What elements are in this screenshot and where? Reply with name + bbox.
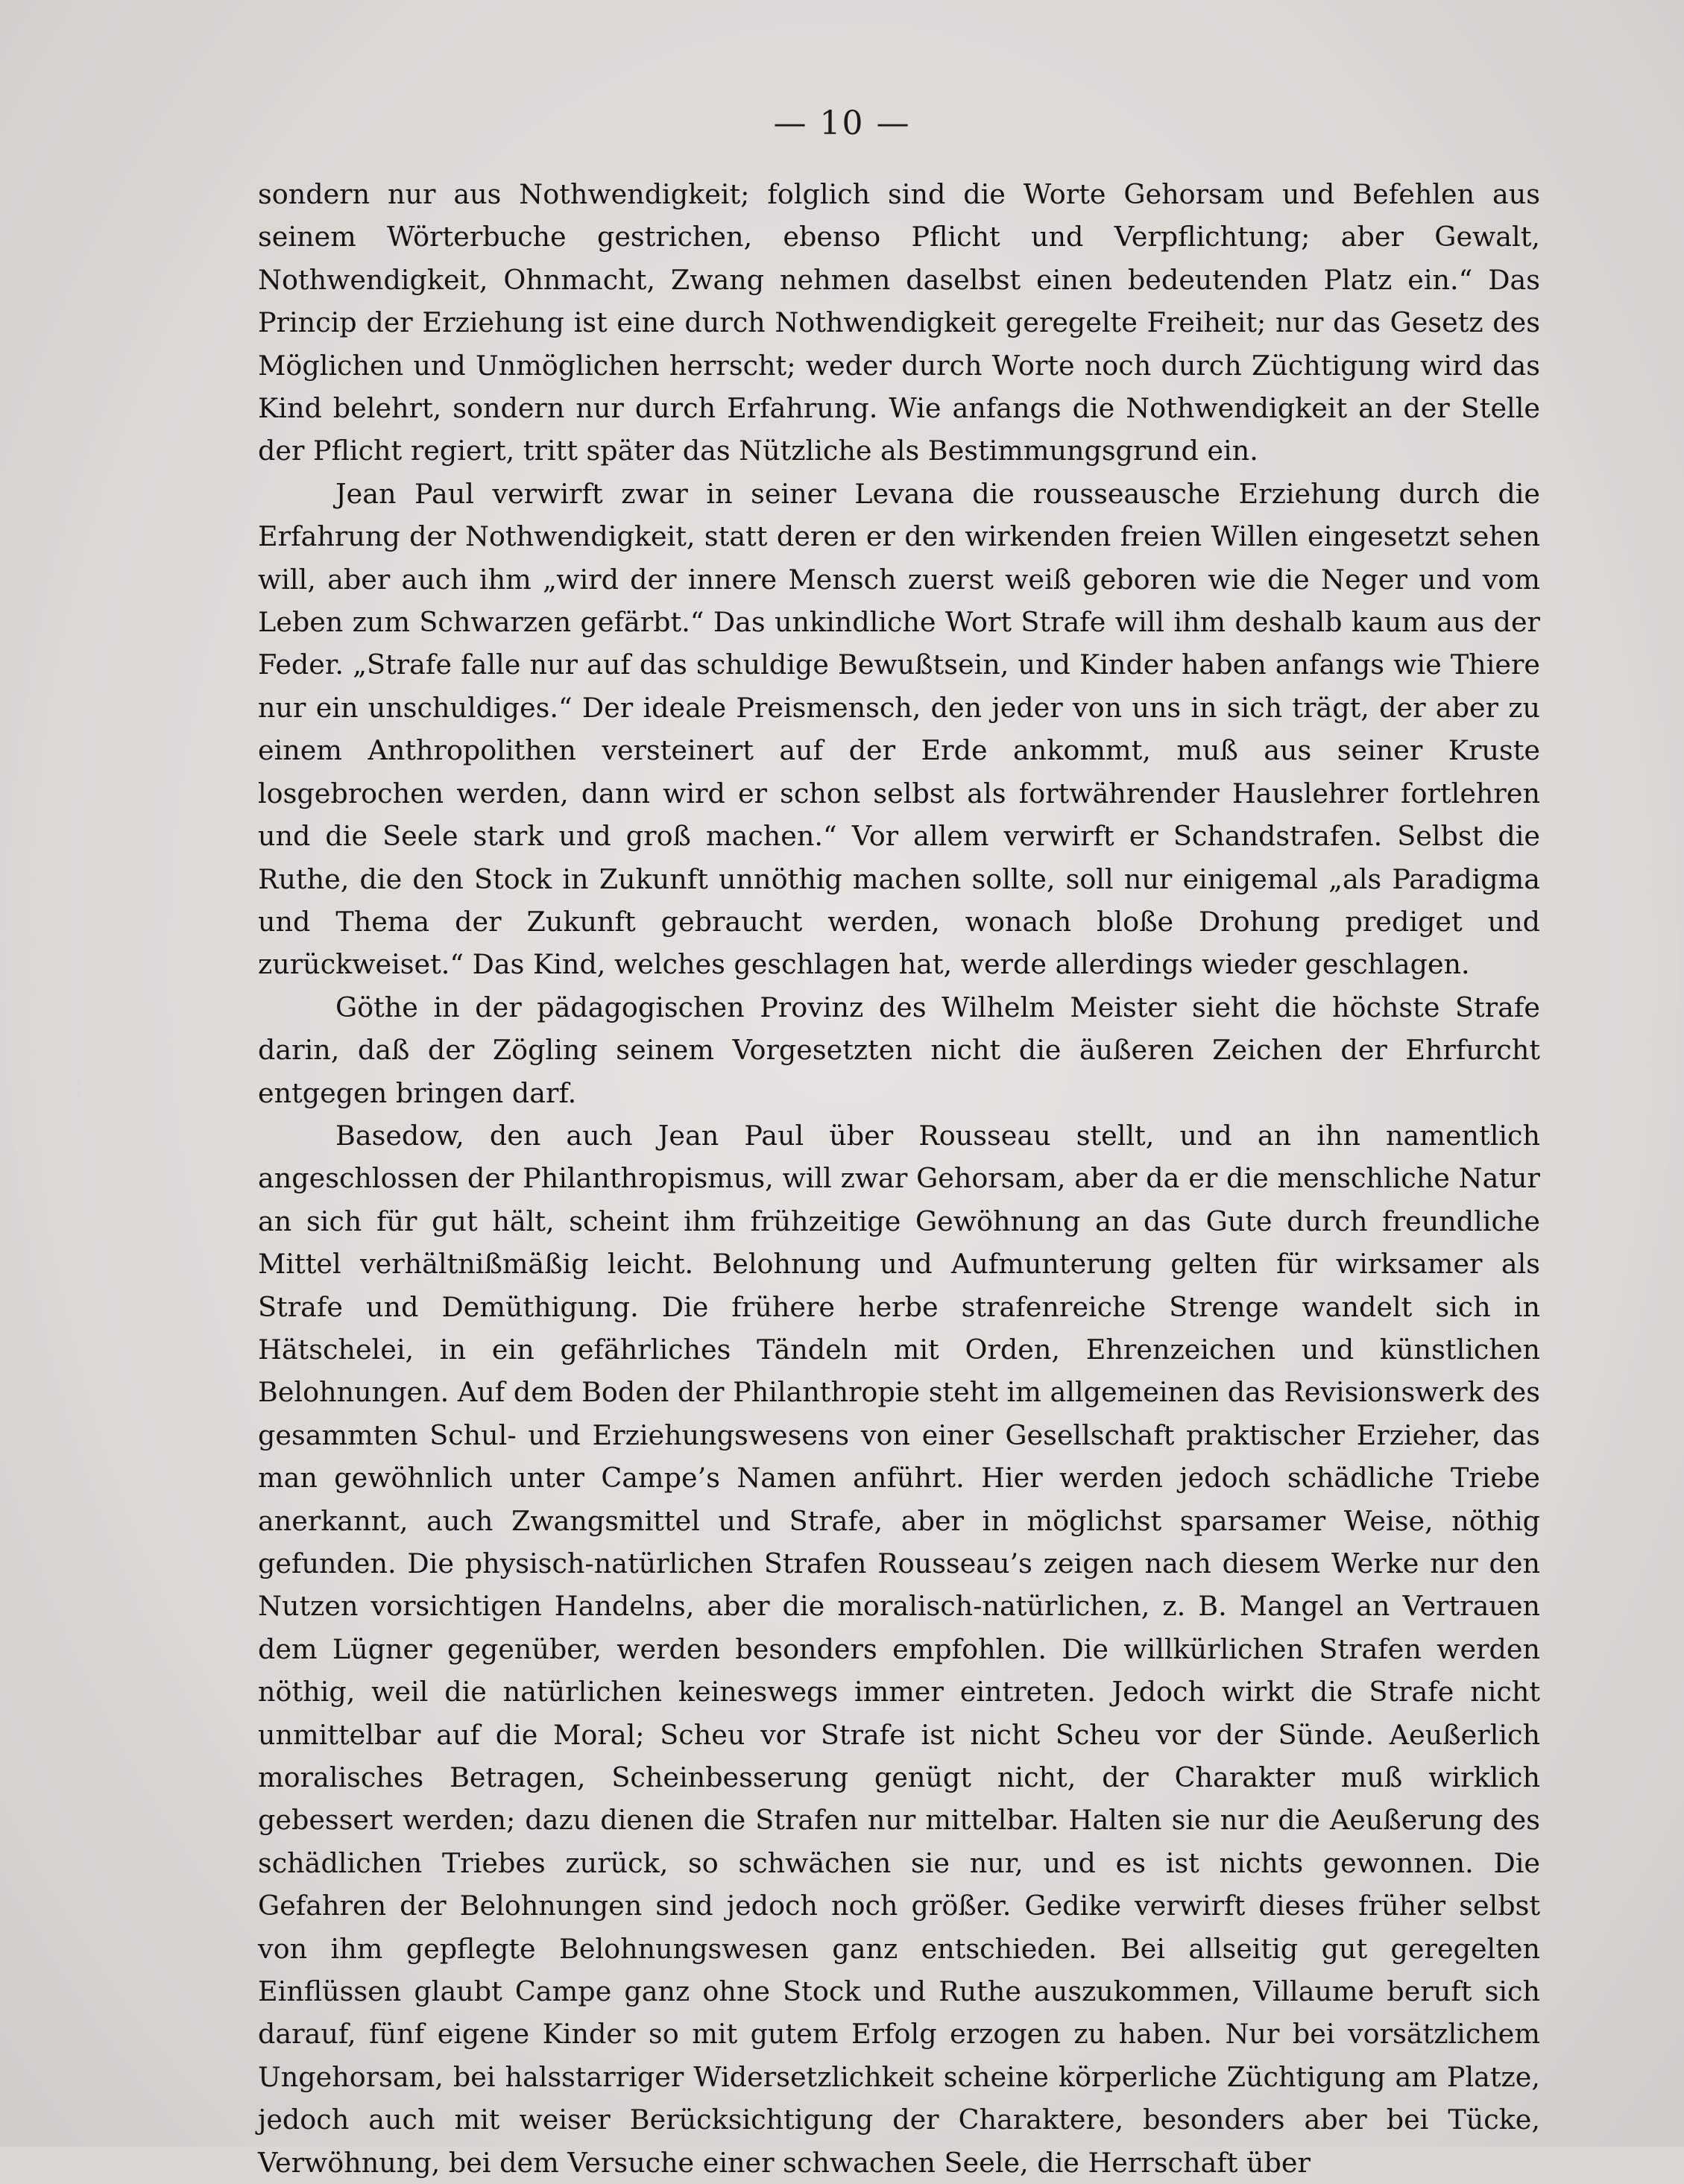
body-text bbox=[258, 173, 1540, 2184]
paragraph-4: Basedow, den auch Jean Paul über Rousseau stellt, und an ihn namentlich angeschlossen der Philanthropismus, will zwar Gehorsam, aber da er die menschliche Natur an sich für gut hält, scheint ihm frühzeitige Gewöhnung an das Gute durch freundliche Mittel verhältnißmäßig leicht. Belohnung und Aufmunterung gelten für wirksamer als Strafe und Demüthigung. Die frühere herbe strafenreiche Strenge wandelt sich in Hätschelei, in ein gefährliches Tändeln mit Orden, Ehrenzeichen und künstlichen Belohnungen. Auf dem Boden der Philanthropie steht im allgemeinen das Revisionswerk des gesammten Schul- und Erziehungswesens von einer Gesellschaft praktischer Erzieher, das man gewöhnlich unter Campe’s Namen anführt. Hier werden jedoch schädliche Triebe anerkannt, auch Zwangsmittel und Strafe, aber in möglichst sparsamer Weise, nöthig gefunden. Die physisch-natürlichen Strafen Rousseau’s zeigen nach diesem Werke nur den Nutzen vorsichtigen Handelns, aber die moralisch-natürlichen, z. B. Mangel an Vertrauen dem Lügner gegenüber, werden besonders empfohlen. Die willkürlichen Strafen werden nöthig, weil die natürlichen keineswegs immer eintreten. Jedoch wirkt die Strafe nicht unmittelbar auf die Moral; Scheu vor Strafe ist nicht Scheu vor der Sünde. Aeußerlich moralisches Betragen, Scheinbesserung genügt nicht, der Charakter muß wirklich gebessert werden; dazu dienen die Strafen nur mittelbar. Halten sie nur die Aeußerung des schädlichen Triebes zurück, so schwächen sie nur, und es ist nichts gewonnen. Die Gefahren der Belohnungen sind jedoch noch größer. Gedike verwirft dieses früher selbst von ihm gepflegte Belohnungswesen ganz entschieden. Bei allseitig gut geregelten Einflüssen glaubt Campe ganz ohne Stock und Ruthe auszukommen, Villaume beruft sich darauf, fünf eigene Kinder so mit gutem Erfolg erzogen zu haben. Nur bei vorsätzlichem Ungehorsam, bei halsstarriger Widersetzlichkeit scheine körperliche Züchtigung am Platze, jedoch auch mit weiser Berücksichtigung der Charaktere, besonders aber bei Tücke, Verwöhnung, bei dem Versuche einer schwachen Seele, die Herrschaft über bbox=[258, 1119, 1540, 2179]
page-number: — 10 — bbox=[773, 104, 911, 142]
paragraph-2: Jean Paul verwirft zwar in seiner Levana die rousseausche Erziehung durch die Erfahrung der Nothwendigkeit, statt deren er den wirkenden freien Willen eingesetzt sehen will, aber auch ihm „wird der innere Mensch zuerst weiß geboren wie die Neger und vom Leben zum Schwarzen gefärbt.“ Das unkindliche Wort Strafe will ihm deshalb kaum aus der Feder. „Strafe falle nur auf das schuldige Bewußtsein, und Kinder haben anfangs wie Thiere nur ein unschuldiges.“ Der ideale Preismensch, den jeder von uns in sich trägt, der aber zu einem Anthropolithen versteinert auf der Erde ankommt, muß aus seiner Kruste losgebrochen werden, dann wird er schon selbst als fortwährender Hauslehrer fortlehren und die Seele stark und groß machen.“ Vor allem verwirft er Schandstrafen. Selbst die Ruthe, die den Stock in Zukunft unnöthig machen sollte, soll nur einigemal „als Paradigma und Thema der Zukunft gebraucht werden, wonach bloße Drohung prediget und zurückweiset.“ Das Kind, welches geschlagen hat, werde allerdings wieder geschlagen. bbox=[258, 477, 1540, 981]
paragraph-3: Göthe in der pädagogischen Provinz des Wilhelm Meister sieht die höchste Strafe darin, daß der Zögling seinem Vorgesetzten nicht die äußeren Zeichen der Ehrfurcht entgegen bringen darf. bbox=[258, 991, 1540, 1109]
paragraph-1: sondern nur aus Nothwendigkeit; folglich sind die Worte Gehorsam und Befehlen aus seinem Wörterbuche gestrichen, ebenso Pflicht und Verpflichtung; aber Gewalt, Nothwendigkeit, Ohnmacht, Zwang nehmen daselbst einen bedeutenden Platz ein.“ Das Princip der Erziehung ist eine durch Nothwendigkeit geregelte Freiheit; nur das Gesetz des Möglichen und Unmöglichen herrscht; weder durch Worte noch durch Züchtigung wird das Kind belehrt, sondern nur durch Erfahrung. Wie anfangs die Nothwendigkeit an der Stelle der Pflicht regiert, tritt später das Nützliche als Bestimmungsgrund ein. bbox=[258, 178, 1540, 467]
